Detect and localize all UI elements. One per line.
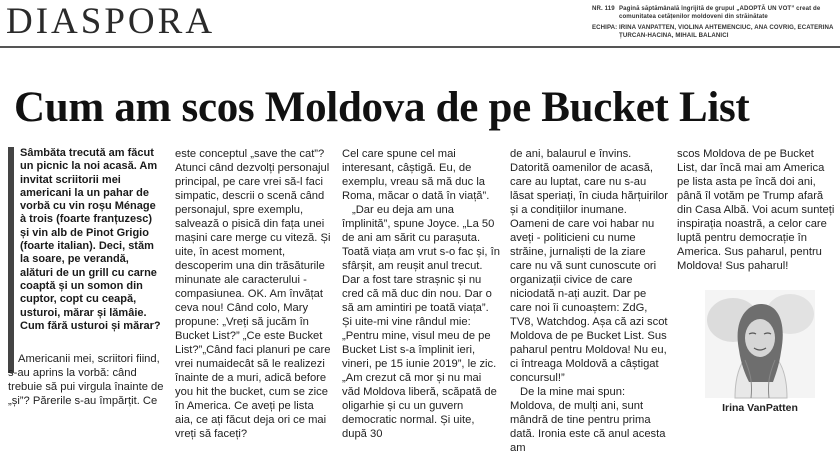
team-row xyxy=(592,24,838,40)
team-members: IRINA VANPATTEN, VIOLINA AHTEMENCIUC, ANA COVRIG, ECATERINA ȚURCAN-HACINA, MIHAIL BALANICI xyxy=(619,24,834,39)
column-3-paragraph-2: „Dar eu deja am una împlinită”, spune Joyce. „La 50 de ani am sărit cu parașuta. Toată viața am vrut s-o fac și, în sfârșit, am reușit anul trecut. Dar a fost tare strașnic și nu cred că mă duc din nou. Dar o să am amintiri pe toată viața”. Și uite-mi vine rândul mie: „Pentru mine, visul meu de pe Bucket List s-a împlinit ieri, vineri, pe 15 iunie 2019”, le zic. „Am crezut că mor și nu mai văd Moldova liberă, scăpată de oligarhie și cu un guvern democratic normal. Și uite, după 30 xyxy=(342,204,500,440)
column-4-paragraph-2: De la mine mai spun: Moldova, de mulți ani, sunt mândră de tine pentru prima dată. Ironia este că anul acesta am xyxy=(510,386,666,454)
column-5-text: scos Moldova de pe Bucket List, dar încă mai am America pe lista asta pe încă doi ani, până îl votăm pe Trump afară din Casa Albă. Voi acum sunteți inspirația noastră, a celor care luptă pentru democrație în America. Sus paharul, pentru Moldova! Sus paharul! xyxy=(677,148,835,272)
column-1-body xyxy=(8,352,166,418)
column-5 xyxy=(677,147,835,287)
issue-number: NR. 119 xyxy=(592,5,615,12)
column-1-text: Americanii mei, scriitori fiind, s-au aprins la vorbă: când trebuie să pui virgula înainte de „și”? Părerile s-au împărțit. Ce xyxy=(8,353,164,407)
issue-description: Pagină săptămânală îngrijită de grupul „ADOPTĂ UN VOT” creat de comunitatea cetățenilor moldoveni din străinătate xyxy=(619,5,821,20)
author-caption: Irina VanPatten xyxy=(722,402,798,414)
column-4-paragraph-1: de ani, balaurul e învins. Datorită oamenilor de acasă, care au luptat, care nu s-au lăsat speriați, în ciuda hărțuirilor și a condițiilor inumane. Oameni de care voi habar nu aveți - politicieni cu nume străine, jurnaliști de la ziare care nu vă sunt cunoscute ori organizații civice de care niciodată n-ați auzit. Dar pe care noi îi cunoaștem: ZdG, TV8, Watchdog. Așa că azi scot Moldova de pe Bucket List. Sus paharul pentru Moldova! Nu eu, ci întreaga Moldovă a câștigat concursul!” xyxy=(510,148,668,384)
masthead-title: DIASPORA xyxy=(6,1,216,42)
column-2-text: este conceptul „save the cat”? Atunci când dezvolți personajul principal, pe care vrei să-l faci simpatic, descrii o scenă când personajul, spre exemplu, salvează o pisică din fața unei mașini care merge cu viteză. Și uite, în acest moment, descoperim una din trăsăturile minunate ale caracterului - compasiunea. OK. Am învățat ceva nou! Când colo, Mary propune: „Vreți să jucăm în Bucket List?” „Ce este Bucket List?”„Când faci planuri pe care vrei numaidecât să le realizezi înainte de a muri, adică before you hit the bucket, cum se zice în America. Ce aveți pe lista aia, ce ați făcut deja ori ce mai vreți să faceți? xyxy=(175,148,331,440)
column-3-paragraph-1: Cel care spune cel mai interesant, câștigă. Eu, de exemplu, vreau să mă duc la Roma, măcar o dată în viață”. xyxy=(342,148,490,202)
article-lead xyxy=(8,147,163,373)
column-3 xyxy=(342,147,500,440)
masthead-info xyxy=(592,5,838,43)
issue-row xyxy=(592,5,838,21)
article-headline: Cum am scos Moldova de pe Bucket List xyxy=(14,84,750,131)
column-2 xyxy=(175,147,333,440)
team-label: ECHIPA: xyxy=(592,24,618,31)
lead-text: Sâmbăta trecută am făcut un picnic la noi acasă. Am invitat scriitorii mei americani la un pahar de vorbă cu vin roșu Ménage à trois (foarte franțuzesc) și vin alb de Pinot Grigio (foarte italian). Deci, stăm la soare, pe verandă, alături de un grill cu carne coaptă și un somon din cuptor, copt cu ceapă, usturoi, mărar și lămâie. Cum fără usturoi și mărar? xyxy=(20,147,161,332)
author-photo xyxy=(705,290,815,398)
column-4 xyxy=(510,147,668,454)
masthead-divider xyxy=(0,46,840,48)
